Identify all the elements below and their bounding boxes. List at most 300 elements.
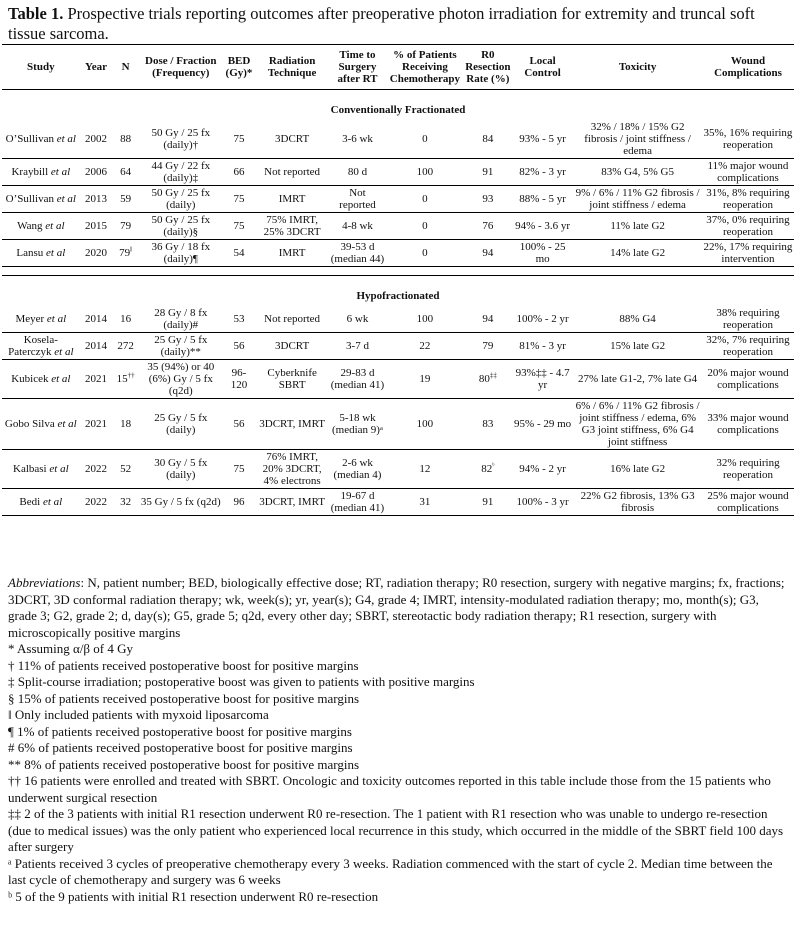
study-author: Kraybill — [11, 166, 49, 178]
time-cell-text: 3-6 wk — [342, 133, 373, 145]
bed-cell — [223, 399, 256, 450]
technique-cell — [255, 240, 329, 267]
dose-cell — [139, 213, 223, 240]
study-etal: et al — [57, 418, 77, 430]
r0-cell-text: 94 — [482, 247, 494, 259]
local-control-cell-text: 81% - 3 yr — [519, 340, 566, 352]
toxicity-cell — [573, 213, 702, 240]
chemo-cell-text: 12 — [419, 463, 431, 475]
toxicity-cell — [573, 489, 702, 516]
dose-cell-text: 30 Gy / 5 fx (daily) — [154, 457, 208, 481]
bed-cell — [223, 360, 256, 399]
section-title: Conventionally Fractionated — [330, 104, 466, 116]
n-cell-text: 272 — [117, 340, 134, 352]
toxicity-cell-text: 6% / 6% / 11% G2 fibrosis / joint stiffness / edema, 6% G3 joint stiffness, 6% G4 joint stiffness — [575, 400, 700, 448]
local-control-cell-text: 95% - 29 mo — [514, 418, 572, 430]
toxicity-cell — [573, 450, 702, 489]
chemo-cell — [386, 360, 464, 399]
abbreviations — [8, 575, 788, 641]
wound-cell-text: 20% major wound complications — [707, 367, 789, 391]
chemo-cell — [386, 489, 464, 516]
technique-cell-text: 3DCRT, IMRT — [259, 496, 325, 508]
toxicity-cell-text: 11% late G2 — [610, 220, 665, 232]
dose-cell — [139, 240, 223, 267]
local-control-cell — [512, 360, 573, 399]
chemo-cell — [386, 240, 464, 267]
study-etal: et al — [49, 463, 69, 475]
study-cell — [2, 159, 80, 186]
r0-cell-text: 84 — [482, 133, 494, 145]
chemo-cell — [386, 120, 464, 159]
local-control-cell — [512, 489, 573, 516]
study-cell — [2, 489, 80, 516]
bed-cell-text: 54 — [233, 247, 245, 259]
year-cell-text: 2014 — [84, 313, 107, 325]
bed-cell — [223, 240, 256, 267]
time-cell — [329, 489, 386, 516]
wound-cell — [702, 489, 794, 516]
time-cell — [329, 186, 386, 213]
bed-cell-text: 96-120 — [230, 367, 248, 391]
dose-cell-text: 35 (94%) or 40 (6%) Gy / 5 fx (q2d) — [147, 361, 215, 397]
technique-cell-text: 3DCRT, IMRT — [259, 418, 325, 430]
local-control-cell — [512, 159, 573, 186]
r0-cell — [464, 159, 512, 186]
r0-cell-text: 83 — [482, 418, 494, 430]
column-header: Time to Surgery after RT — [329, 45, 386, 90]
year-cell — [80, 240, 113, 267]
n-cell — [112, 240, 139, 267]
bed-cell — [223, 333, 256, 360]
bed-cell — [223, 186, 256, 213]
study-etal: et al — [50, 166, 71, 178]
n-cell — [112, 186, 139, 213]
local-control-cell — [512, 186, 573, 213]
footnote: †† 16 patients were enrolled and treated with SBRT. Oncologic and toxicity outcomes reported in this table include those from the 15 patients who underwent surgical resection — [8, 773, 771, 805]
footnote: * Assuming α/β of 4 Gy — [8, 641, 134, 656]
local-control-cell — [512, 306, 573, 333]
wound-cell-text: 31%, 8% requiring reoperation — [706, 187, 790, 211]
toxicity-cell-text: 88% G4 — [619, 313, 656, 325]
toxicity-cell-text: 14% late G2 — [610, 247, 666, 259]
chemo-cell-text: 0 — [422, 193, 428, 205]
n-cell-text: 52 — [120, 463, 132, 475]
wound-cell — [702, 120, 794, 159]
technique-cell-text: 76% IMRT, 20% 3DCRT, 4% electrons — [262, 451, 322, 487]
chemo-cell — [386, 450, 464, 489]
column-header: Dose / Fraction (Frequency) — [139, 45, 223, 90]
caption-text: Prospective trials reporting outcomes after preoperative photon irradiation for extremity and truncal soft tissue sarcoma. — [8, 4, 755, 43]
bed-cell — [223, 306, 256, 333]
study-cell — [2, 399, 80, 450]
toxicity-cell — [573, 240, 702, 267]
r0-cell-text: 94 — [482, 313, 494, 325]
time-cell — [329, 213, 386, 240]
study-cell — [2, 213, 80, 240]
technique-cell-text: IMRT — [278, 193, 306, 205]
year-cell — [80, 489, 113, 516]
chemo-cell — [386, 333, 464, 360]
local-control-cell — [512, 399, 573, 450]
table-row — [2, 306, 794, 333]
wound-cell-text: 11% major wound complications — [707, 160, 789, 184]
r0-cell — [464, 306, 512, 333]
chemo-cell-text: 100 — [416, 418, 434, 430]
bed-cell-text: 96 — [233, 496, 245, 508]
year-cell — [80, 360, 113, 399]
technique-cell — [255, 450, 329, 489]
wound-cell — [702, 399, 794, 450]
study-cell — [2, 306, 80, 333]
year-cell — [80, 120, 113, 159]
local-control-cell-text: 93% - 5 yr — [519, 133, 566, 145]
time-cell-text: 29-83 d (median 41) — [330, 367, 385, 391]
time-cell-text: 39-53 d (median 44) — [330, 241, 385, 265]
footnote: ¶ 1% of patients received postoperative boost for positive margins — [8, 723, 352, 739]
technique-cell — [255, 360, 329, 399]
bed-cell-text: 53 — [233, 313, 245, 325]
toxicity-cell — [573, 306, 702, 333]
r0-cell — [464, 360, 512, 399]
footnote: ᵃ Patients received 3 cycles of preoperative chemotherapy every 3 weeks. Radiation commenced with the start of cycle 2. Median time between the last cycle of chemotherapy and surgery was 6 weeks — [8, 855, 773, 887]
footnote: ᵇ 5 of the 9 patients with initial R1 resection underwent R0 re-resection — [8, 888, 379, 904]
dose-cell — [139, 399, 223, 450]
dose-cell — [139, 489, 223, 516]
year-cell-text: 2022 — [84, 463, 107, 475]
time-cell-text: 2-6 wk (median 4) — [333, 457, 382, 481]
footnote: ** 8% of patients received postoperative boost for positive margins — [8, 756, 360, 772]
chemo-cell — [386, 186, 464, 213]
time-cell — [329, 159, 386, 186]
study-author: Gobo Silva — [4, 418, 55, 430]
study-etal: et al — [42, 496, 63, 508]
local-control-cell — [512, 213, 573, 240]
dose-cell-text: 25 Gy / 5 fx (daily)** — [154, 334, 208, 358]
dose-cell-text: 50 Gy / 25 fx (daily)§ — [151, 214, 211, 238]
abbreviations-label: Abbreviations — [8, 575, 81, 590]
dose-cell — [139, 360, 223, 399]
r0-cell-mark: ‡‡ — [489, 371, 497, 380]
bed-cell-text: 75 — [233, 463, 245, 475]
wound-cell-text: 38% requiring reoperation — [716, 307, 780, 331]
time-cell-text: 5-18 wk (median 9)ᵃ — [332, 412, 383, 436]
r0-cell-mark: ᵇ — [492, 461, 495, 470]
r0-cell-text: 80 — [478, 373, 490, 385]
technique-cell — [255, 333, 329, 360]
local-control-cell — [512, 120, 573, 159]
dose-cell — [139, 333, 223, 360]
header-row — [2, 45, 794, 90]
bed-cell-text: 75 — [233, 133, 245, 145]
abbreviations-text: : N, patient number; BED, biologically effective dose; RT, radiation therapy; R0 resection, surgery with negative margins; fx, fractions; 3DCRT, 3D conformal radiation therapy; wk, week(s); yr, year(s); G4, grade 4; IMRT, intensity-modulated radiation therapy; mo, month(s); G3, grade 3; G2, grade 2; d, day(s); G5, grade 5; q2d, every other day; SBRT, stereotactic body radiation therapy; R1 resection, surgery with microscopically positive margins — [8, 575, 785, 640]
chemo-cell — [386, 159, 464, 186]
n-cell — [112, 360, 139, 399]
column-header: Year — [80, 45, 113, 90]
bed-cell — [223, 450, 256, 489]
study-etal: et al — [45, 220, 65, 232]
technique-cell — [255, 186, 329, 213]
wound-cell-text: 25% major wound complications — [707, 490, 789, 514]
study-author: Lansu — [16, 247, 44, 259]
time-cell — [329, 450, 386, 489]
n-cell — [112, 159, 139, 186]
r0-cell — [464, 489, 512, 516]
study-author: Wang — [17, 220, 43, 232]
wound-cell-text: 37%, 0% requiring reoperation — [706, 214, 790, 238]
bed-cell-text: 56 — [233, 418, 245, 430]
toxicity-cell — [573, 399, 702, 450]
table-body — [2, 90, 794, 516]
chemo-cell-text: 31 — [419, 496, 431, 508]
section-divider — [2, 267, 794, 276]
n-cell-text: 59 — [120, 193, 132, 205]
column-header: N — [112, 45, 139, 90]
n-cell — [112, 399, 139, 450]
dose-cell-text: 44 Gy / 22 fx (daily)‡ — [151, 160, 211, 184]
study-cell — [2, 240, 80, 267]
local-control-cell-text: 94% - 3.6 yr — [515, 220, 571, 232]
technique-cell — [255, 159, 329, 186]
bed-cell-text: 75 — [233, 193, 245, 205]
dose-cell — [139, 450, 223, 489]
wound-cell — [702, 240, 794, 267]
r0-cell — [464, 120, 512, 159]
study-cell — [2, 186, 80, 213]
n-cell-text: 15 — [116, 373, 128, 385]
n-cell-text: 88 — [120, 133, 132, 145]
local-control-cell — [512, 240, 573, 267]
time-cell — [329, 240, 386, 267]
chemo-cell-text: 100 — [416, 313, 434, 325]
table-row — [2, 450, 794, 489]
local-control-cell-text: 88% - 5 yr — [519, 193, 566, 205]
technique-cell-text: 3DCRT — [275, 340, 310, 352]
time-cell-text: Not reported — [339, 187, 376, 211]
dose-cell-text: 50 Gy / 25 fx (daily)† — [151, 127, 211, 151]
time-cell — [329, 333, 386, 360]
r0-cell-text: 91 — [482, 166, 494, 178]
toxicity-cell — [573, 333, 702, 360]
chemo-cell — [386, 306, 464, 333]
study-etal: et al — [56, 193, 76, 205]
study-cell — [2, 360, 80, 399]
dose-cell — [139, 186, 223, 213]
year-cell — [80, 306, 113, 333]
bed-cell — [223, 213, 256, 240]
n-cell-text: 64 — [120, 166, 132, 178]
r0-cell — [464, 186, 512, 213]
n-cell — [112, 450, 139, 489]
chemo-cell — [386, 399, 464, 450]
table-row — [2, 360, 794, 399]
dose-cell — [139, 120, 223, 159]
table-row — [2, 186, 794, 213]
r0-cell — [464, 240, 512, 267]
table-row — [2, 333, 794, 360]
study-author: Bedi — [19, 496, 41, 508]
toxicity-cell-text: 9% / 6% / 11% G2 fibrosis / joint stiffness / edema — [575, 187, 700, 211]
local-control-cell-text: 100% - 2 yr — [516, 313, 569, 325]
year-cell — [80, 399, 113, 450]
wound-cell-text: 32%, 7% requiring reoperation — [706, 334, 790, 358]
study-etal: et al — [51, 373, 71, 385]
column-header: BED (Gy)* — [223, 45, 256, 90]
r0-cell-text: 93 — [482, 193, 494, 205]
caption-label: Table 1. — [8, 4, 64, 23]
dose-cell — [139, 306, 223, 333]
year-cell-text: 2006 — [84, 166, 107, 178]
chemo-cell-text: 0 — [422, 133, 428, 145]
table-row — [2, 159, 794, 186]
local-control-cell-text: 82% - 3 yr — [519, 166, 566, 178]
footnote: † 11% of patients received postoperative boost for positive margins — [8, 657, 359, 673]
technique-cell — [255, 213, 329, 240]
n-cell-text: 79 — [120, 220, 132, 232]
time-cell-text: 6 wk — [346, 313, 369, 325]
toxicity-cell — [573, 360, 702, 399]
footnote: ‖ Only included patients with myxoid liposarcoma — [8, 707, 269, 722]
technique-cell-text: IMRT — [278, 247, 306, 259]
column-header: % of Patients Receiving Chemotherapy — [386, 45, 464, 90]
r0-cell-text: 82 — [481, 463, 493, 475]
n-cell — [112, 333, 139, 360]
study-author: Kosela-Paterczyk — [8, 334, 58, 358]
chemo-cell-text: 100 — [416, 166, 434, 178]
toxicity-cell — [573, 159, 702, 186]
table-row — [2, 213, 794, 240]
time-cell — [329, 120, 386, 159]
toxicity-cell — [573, 120, 702, 159]
study-etal: et al — [46, 313, 67, 325]
n-cell-text: 79 — [119, 247, 131, 259]
toxicity-cell — [573, 186, 702, 213]
technique-cell — [255, 306, 329, 333]
time-cell-text: 3-7 d — [346, 340, 369, 352]
table-row — [2, 399, 794, 450]
toxicity-cell-text: 15% late G2 — [610, 340, 666, 352]
local-control-cell — [512, 333, 573, 360]
local-control-cell-text: 100% - 25 mo — [519, 241, 566, 265]
toxicity-cell-text: 27% late G1-2, 7% late G4 — [578, 373, 698, 385]
column-header: Radiation Technique — [255, 45, 329, 90]
wound-cell — [702, 333, 794, 360]
study-author: Kalbasi — [13, 463, 47, 475]
year-cell-text: 2002 — [84, 133, 107, 145]
table-row — [2, 120, 794, 159]
year-cell-text: 2021 — [84, 373, 107, 385]
wound-cell-text: 22%, 17% requiring intervention — [703, 241, 793, 265]
time-cell — [329, 399, 386, 450]
wound-cell — [702, 306, 794, 333]
study-cell — [2, 120, 80, 159]
local-control-cell-text: 93%‡‡ - 4.7 yr — [515, 367, 570, 391]
n-cell-text: 32 — [120, 496, 132, 508]
chemo-cell-text: 0 — [422, 247, 428, 259]
column-header: Study — [2, 45, 80, 90]
dose-cell-text: 36 Gy / 18 fx (daily)¶ — [151, 241, 211, 265]
local-control-cell-text: 100% - 3 yr — [516, 496, 569, 508]
year-cell-text: 2021 — [84, 418, 107, 430]
toxicity-cell-text: 22% G2 fibrosis, 13% G3 fibrosis — [580, 490, 695, 514]
r0-cell-text: 76 — [482, 220, 494, 232]
year-cell-text: 2022 — [84, 496, 107, 508]
technique-cell-text: 3DCRT — [275, 133, 310, 145]
local-control-cell-text: 94% - 2 yr — [519, 463, 566, 475]
toxicity-cell-text: 83% G4, 5% G5 — [601, 166, 674, 178]
footnote: § 15% of patients received postoperative boost for positive margins — [8, 690, 360, 706]
study-etal: et al — [54, 346, 74, 358]
r0-cell — [464, 450, 512, 489]
study-cell — [2, 333, 80, 360]
year-cell — [80, 213, 113, 240]
study-etal: et al — [56, 133, 76, 145]
year-cell — [80, 159, 113, 186]
bed-cell-text: 75 — [233, 220, 245, 232]
column-header: Toxicity — [573, 45, 702, 90]
dose-cell — [139, 159, 223, 186]
r0-cell — [464, 333, 512, 360]
wound-cell-text: 35%, 16% requiring reoperation — [703, 127, 793, 151]
chemo-cell-text: 0 — [422, 220, 428, 232]
wound-cell — [702, 186, 794, 213]
year-cell — [80, 186, 113, 213]
section-title: Hypofractionated — [356, 290, 440, 302]
year-cell — [80, 333, 113, 360]
wound-cell-text: 32% requiring reoperation — [716, 457, 780, 481]
time-cell-text: 19-67 d (median 41) — [330, 490, 385, 514]
table-row — [2, 489, 794, 516]
n-cell — [112, 306, 139, 333]
table-row — [2, 240, 794, 267]
wound-cell — [702, 450, 794, 489]
dose-cell-text: 28 Gy / 8 fx (daily)# — [154, 307, 208, 331]
technique-cell-text: Cyberknife SBRT — [267, 367, 317, 391]
column-header: Local Control — [512, 45, 573, 90]
wound-cell-text: 33% major wound complications — [707, 412, 789, 436]
year-cell-text: 2015 — [84, 220, 107, 232]
n-cell — [112, 213, 139, 240]
r0-cell — [464, 399, 512, 450]
bed-cell-text: 66 — [233, 166, 245, 178]
time-cell — [329, 360, 386, 399]
footnote: ‡‡ 2 of the 3 patients with initial R1 resection underwent R0 re-resection. The 1 patient with R1 resection who was unable to undergo re-resection (due to medical issues) was the only patient who experienced local recurrence in this study, which occurred in the middle of the SBRT field 100 days after surgery — [8, 806, 784, 854]
n-cell-text: 18 — [120, 418, 132, 430]
footnote: # 6% of patients received postoperative boost for positive margins — [8, 740, 353, 755]
wound-cell — [702, 360, 794, 399]
technique-cell — [255, 489, 329, 516]
time-cell — [329, 306, 386, 333]
toxicity-cell-text: 16% late G2 — [610, 463, 666, 475]
footnote-list — [8, 641, 788, 905]
study-etal: et al — [46, 247, 66, 259]
year-cell-text: 2013 — [84, 193, 107, 205]
chemo-cell-text: 19 — [419, 373, 431, 385]
technique-cell-text: Not reported — [264, 313, 321, 325]
dose-cell-text: 50 Gy / 25 fx (daily) — [151, 187, 211, 211]
year-cell-text: 2020 — [84, 247, 107, 259]
technique-cell-text: 75% IMRT, 25% 3DCRT — [263, 214, 321, 238]
bed-cell — [223, 120, 256, 159]
footnotes — [8, 575, 788, 905]
bed-cell — [223, 489, 256, 516]
time-cell-text: 4-8 wk — [342, 220, 373, 232]
r0-cell — [464, 213, 512, 240]
dose-cell-text: 35 Gy / 5 fx (q2d) — [140, 496, 221, 508]
toxicity-cell-text: 32% / 18% / 15% G2 fibrosis / joint stiffness / edema — [584, 121, 691, 157]
study-author: Meyer — [15, 313, 45, 325]
study-author: O’Sullivan — [5, 133, 54, 145]
wound-cell — [702, 159, 794, 186]
